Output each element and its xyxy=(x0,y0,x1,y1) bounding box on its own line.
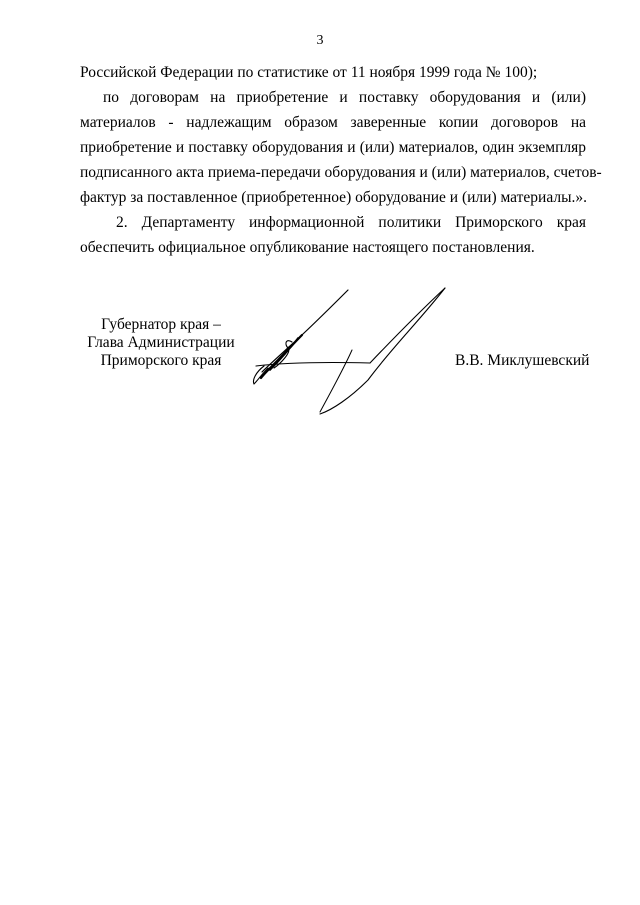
handwritten-signature xyxy=(240,280,470,420)
signatory-title-line-2: Глава Администрации xyxy=(87,334,235,351)
body-line-2: по договорам на приобретение и поставку оборудования и (или) xyxy=(103,89,586,106)
body-line-4: приобретение и поставку оборудования и (или) материалов, один экземпляр xyxy=(80,139,586,156)
signatory-name: В.В. Миклушевский xyxy=(455,352,590,369)
page-number: 3 xyxy=(316,33,324,48)
body-line-7: 2. Департаменту информационной политики Приморского края xyxy=(116,214,586,231)
body-line-1: Российской Федерации по статистике от 11 ноября 1999 года № 100); xyxy=(80,64,538,81)
signatory-title-line-1: Губернатор края – xyxy=(101,316,221,333)
body-line-8: обеспечить официальное опубликование настоящего постановления. xyxy=(80,239,535,256)
signatory-title-line-3: Приморского края xyxy=(100,352,222,369)
body-line-3: материалов - надлежащим образом заверенные копии договоров на xyxy=(80,114,586,131)
body-line-6: фактур за поставленное (приобретенное) оборудование и (или) материалы.». xyxy=(80,189,588,206)
body-line-5: подписанного акта приема-передачи оборудования и (или) материалов, счетов- xyxy=(80,164,602,181)
